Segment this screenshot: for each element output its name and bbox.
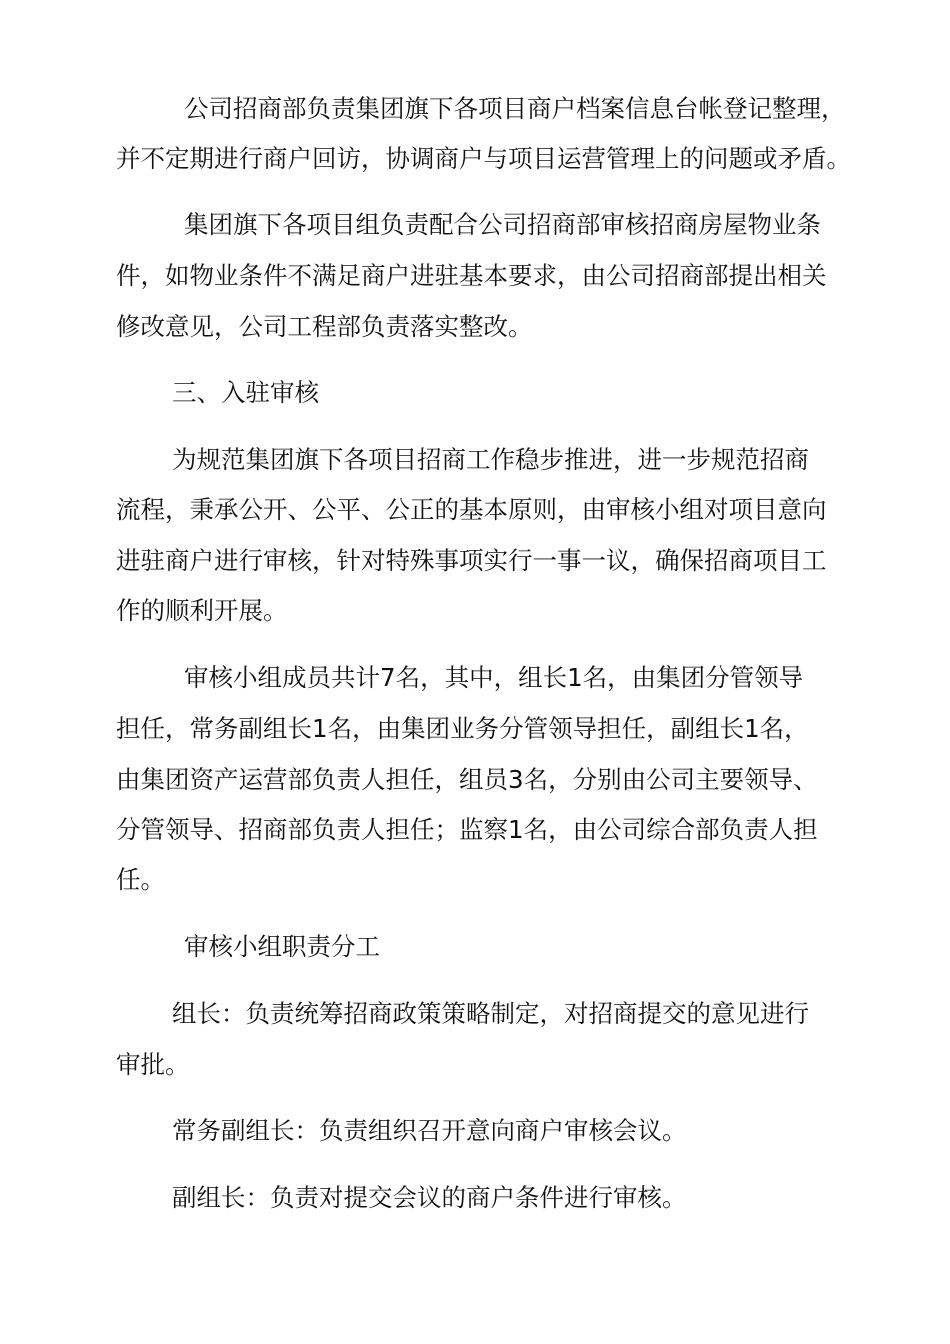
paragraph-4-line-5: 任。 [116, 865, 165, 894]
paragraph-2-line-3: 修改意见，公司工程部负责落实整改。 [116, 312, 533, 341]
paragraph-1-line-2: 并不定期进行商户回访，协调商户与项目运营管理上的问题或矛盾。 [116, 144, 851, 173]
paragraph-5-line-1: 组长：负责统筹招商政策策略制定，对招商提交的意见进行 [172, 999, 809, 1028]
paragraph-7-line-1: 副组长：负责对提交会议的商户条件进行审核。 [172, 1183, 687, 1212]
paragraph-5-line-2: 审批。 [116, 1050, 190, 1079]
paragraph-1-line-1: 公司招商部负责集团旗下各项目商户档案信息台帐登记整理， [184, 94, 846, 123]
paragraph-6-line-1: 常务副组长：负责组织召开意向商户审核会议。 [172, 1116, 687, 1145]
paragraph-3-line-2: 流程，秉承公开、公平、公正的基本原则，由审核小组对项目意向 [116, 495, 827, 524]
paragraph-2-line-2: 件，如物业条件不满足商户进驻基本要求，由公司招商部提出相关 [116, 261, 827, 290]
paragraph-3-line-3: 进驻商户进行审核，针对特殊事项实行一事一议，确保招商项目工 [116, 546, 827, 575]
paragraph-2-line-1: 集团旗下各项目组负责配合公司招商部审核招商房屋物业条 [184, 210, 821, 239]
paragraph-3-line-1: 为规范集团旗下各项目招商工作稳步推进，进一步规范招商 [172, 445, 809, 474]
paragraph-4-line-2: 担任，常务副组长1名，由集团业务分管领导担任，副组长1名， [116, 714, 809, 743]
subsection-heading: 审核小组职责分工 [184, 932, 380, 961]
paragraph-4-line-3: 由集团资产运营部负责人担任，组员3名，分别由公司主要领导、 [116, 765, 818, 794]
paragraph-3-line-4: 作的顺利开展。 [116, 596, 288, 625]
paragraph-4-line-4: 分管领导、招商部负责人担任；监察1名，由公司综合部负责人担 [116, 815, 818, 844]
section-heading: 三、入驻审核 [172, 378, 319, 407]
paragraph-4-line-1: 审核小组成员共计7名，其中，组长1名，由集团分管领导 [184, 663, 804, 692]
